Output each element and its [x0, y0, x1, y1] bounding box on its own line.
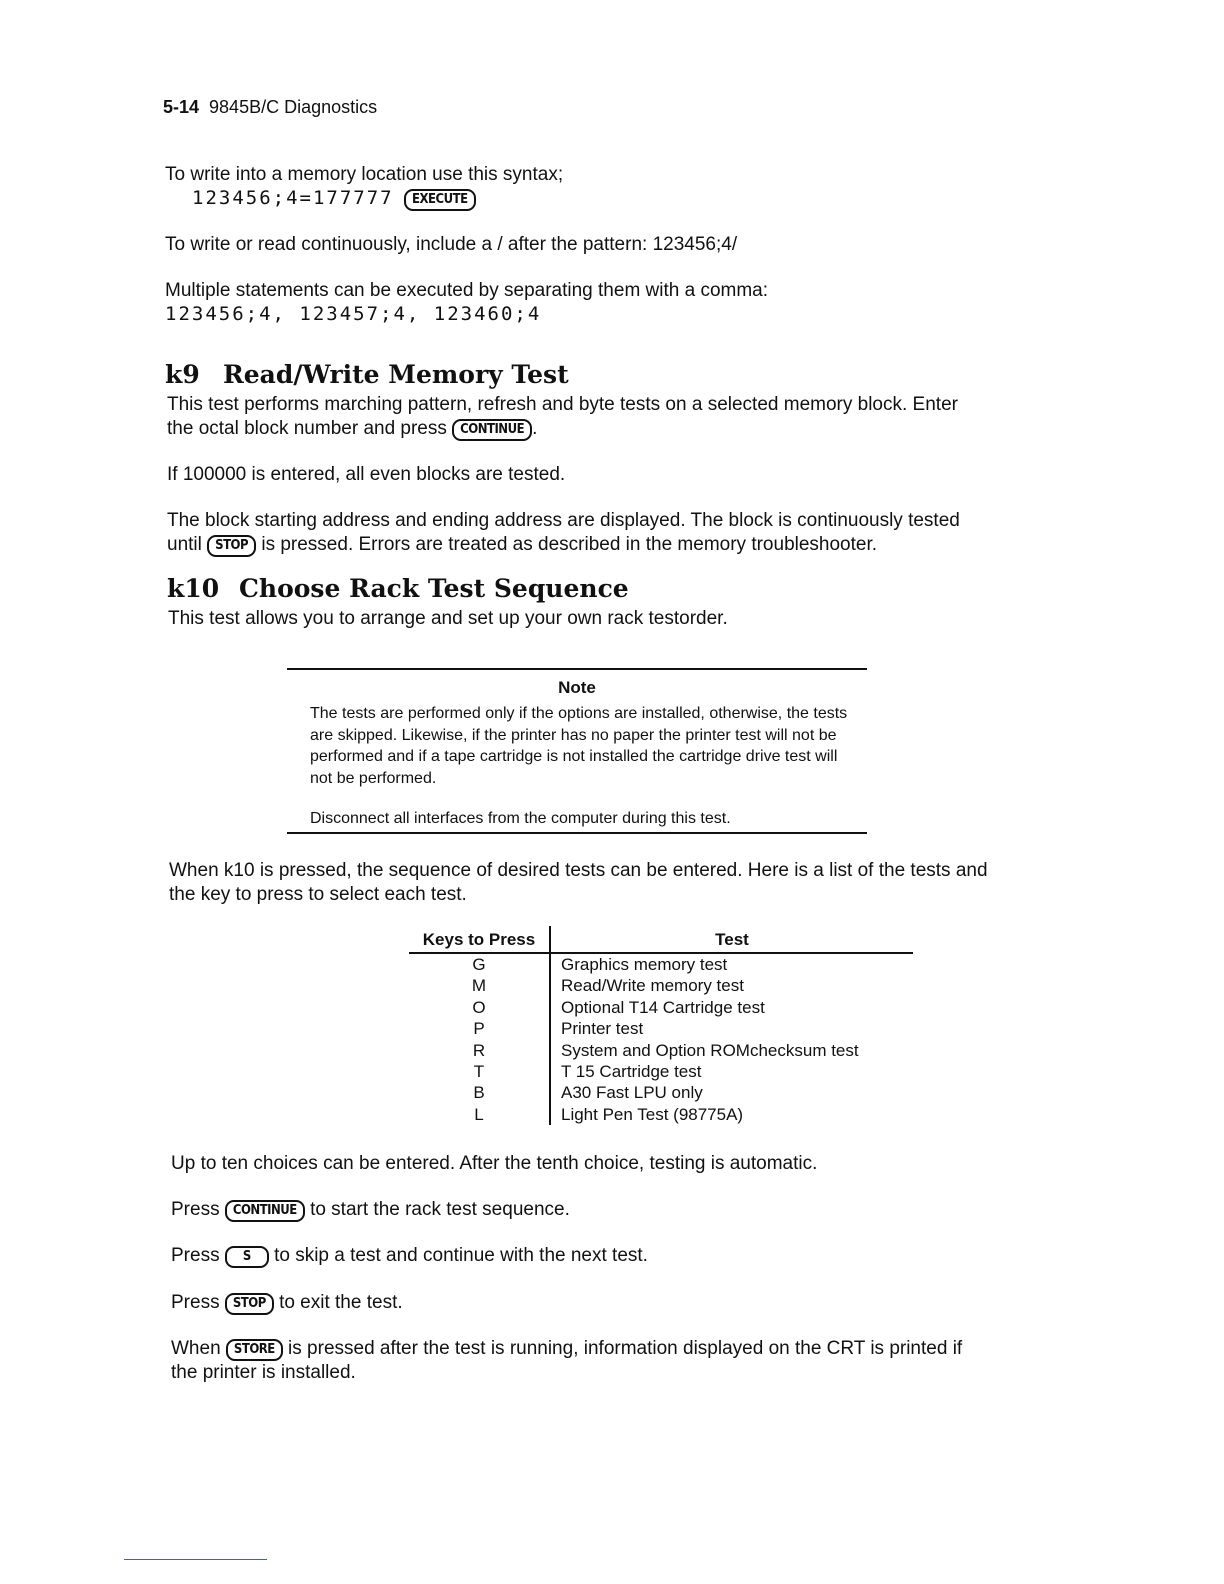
table-key-cell: M	[409, 975, 550, 996]
after-note-line1: When k10 is pressed, the sequence of desired tests can be entered. Here is a list of the tests and	[169, 860, 988, 881]
table-header-keys: Keys to Press	[409, 926, 550, 953]
table-test-cell: Graphics memory test	[561, 955, 728, 974]
k9-code: k9	[165, 360, 200, 389]
table-test-cell: A30 Fast LPU only	[561, 1083, 703, 1103]
k10-para1: This test allows you to arrange and set up your own rack testorder.	[168, 608, 728, 629]
page-number: 5-14	[163, 97, 200, 117]
table-row	[409, 1082, 913, 1103]
continuous-text: To write or read continuously, include a / after the pattern: 123456;4/	[165, 234, 738, 255]
table-test-cell: T 15 Cartridge test	[561, 1062, 702, 1082]
table-row	[409, 1061, 913, 1082]
press-stop-line	[171, 1291, 403, 1315]
press-continue-line	[171, 1198, 570, 1222]
k10-heading	[167, 574, 629, 603]
note-box	[287, 668, 867, 834]
press-word: Press	[171, 1199, 220, 1220]
table-key-cell: G	[409, 953, 550, 975]
k9-heading	[165, 360, 569, 389]
k10-title: Choose Rack Test Sequence	[239, 574, 629, 603]
note-body: The tests are performed only if the options are installed, otherwise, the tests are skipped. Likewise, if the printer has no paper the printer test will not be performed and if a tape cartridge is not installed the cartridge drive test will not be performed.	[310, 705, 848, 787]
write-syntax-example: 123456;4=177777	[192, 187, 394, 209]
key-test-table	[409, 926, 913, 1125]
table-key-cell: P	[409, 1018, 550, 1039]
store-line2: the printer is installed.	[171, 1362, 356, 1383]
table-row	[409, 997, 913, 1018]
multiple-statements-text: Multiple statements can be executed by separating them with a comma:	[165, 280, 769, 301]
execute-key: EXECUTE	[404, 189, 476, 211]
k9-para3-line2	[167, 533, 877, 557]
press-word: Press	[171, 1292, 220, 1313]
write-syntax-line	[192, 187, 476, 211]
table-key-cell: L	[409, 1104, 550, 1125]
table-row	[409, 1018, 913, 1039]
after-note-line2: the key to press to select each test.	[169, 884, 467, 905]
k9-para3-line1: The block starting address and ending address are displayed. The block is continuously tested	[167, 510, 960, 531]
up-to-ten-text: Up to ten choices can be entered. After the tenth choice, testing is automatic.	[171, 1153, 818, 1174]
continue-text: to start the rack test sequence.	[310, 1199, 570, 1220]
continue-key: CONTINUE	[225, 1200, 305, 1222]
s-key: S	[225, 1246, 269, 1268]
k9-para3-pre: until	[167, 534, 202, 555]
k9-title: Read/Write Memory Test	[223, 360, 569, 389]
page-header	[163, 97, 377, 118]
table-key-cell: T	[409, 1061, 550, 1082]
multiple-statements-example: 123456;4, 123457;4, 123460;4	[165, 303, 542, 325]
table-row	[409, 1104, 913, 1125]
stop-text: to exit the test.	[279, 1292, 403, 1313]
press-word: Press	[171, 1245, 220, 1266]
table-key-cell: O	[409, 997, 550, 1018]
k9-para1-line1: This test performs marching pattern, refresh and byte tests on a selected memory block. Enter	[167, 394, 958, 415]
table-row	[409, 953, 913, 975]
k9-para2: If 100000 is entered, all even blocks are tested.	[167, 464, 566, 485]
table-row	[409, 1040, 913, 1061]
table-key-cell: R	[409, 1040, 550, 1061]
store-line1	[171, 1337, 962, 1361]
table-test-cell: Optional T14 Cartridge test	[561, 997, 765, 1017]
stop-key: STOP	[225, 1293, 274, 1315]
table-key-cell: B	[409, 1082, 550, 1103]
s-text: to skip a test and continue with the next test.	[274, 1245, 648, 1266]
store-key: STORE	[226, 1339, 283, 1361]
continue-key: CONTINUE	[452, 419, 532, 441]
note-title: Note	[558, 678, 596, 697]
table-header-row	[409, 926, 913, 953]
stop-key: STOP	[207, 535, 256, 557]
k9-para3-post: is pressed. Errors are treated as described in the memory troubleshooter.	[261, 534, 878, 555]
table-header-test: Test	[550, 926, 913, 953]
write-syntax-text: To write into a memory location use this syntax;	[165, 164, 564, 185]
running-title: 9845B/C Diagnostics	[209, 97, 378, 117]
table-test-cell: System and Option ROMchecksum test	[561, 1040, 859, 1060]
table-row	[409, 975, 913, 996]
store-text-line1: is pressed after the test is running, information displayed on the CRT is printed if	[288, 1338, 963, 1359]
when-word: When	[171, 1338, 221, 1359]
k10-code: k10	[167, 574, 220, 603]
press-s-line	[171, 1244, 648, 1268]
table-test-cell: Read/Write memory test	[561, 976, 744, 996]
k9-para1-post: .	[532, 418, 538, 439]
k9-para1-line2	[167, 417, 537, 441]
note-body2: Disconnect all interfaces from the computer during this test.	[310, 810, 731, 827]
footer-rule	[124, 1559, 267, 1560]
table-test-cell: Light Pen Test (98775A)	[561, 1104, 744, 1124]
table-test-cell: Printer test	[561, 1019, 644, 1039]
k9-para1-pre: the octal block number and press	[167, 418, 447, 439]
